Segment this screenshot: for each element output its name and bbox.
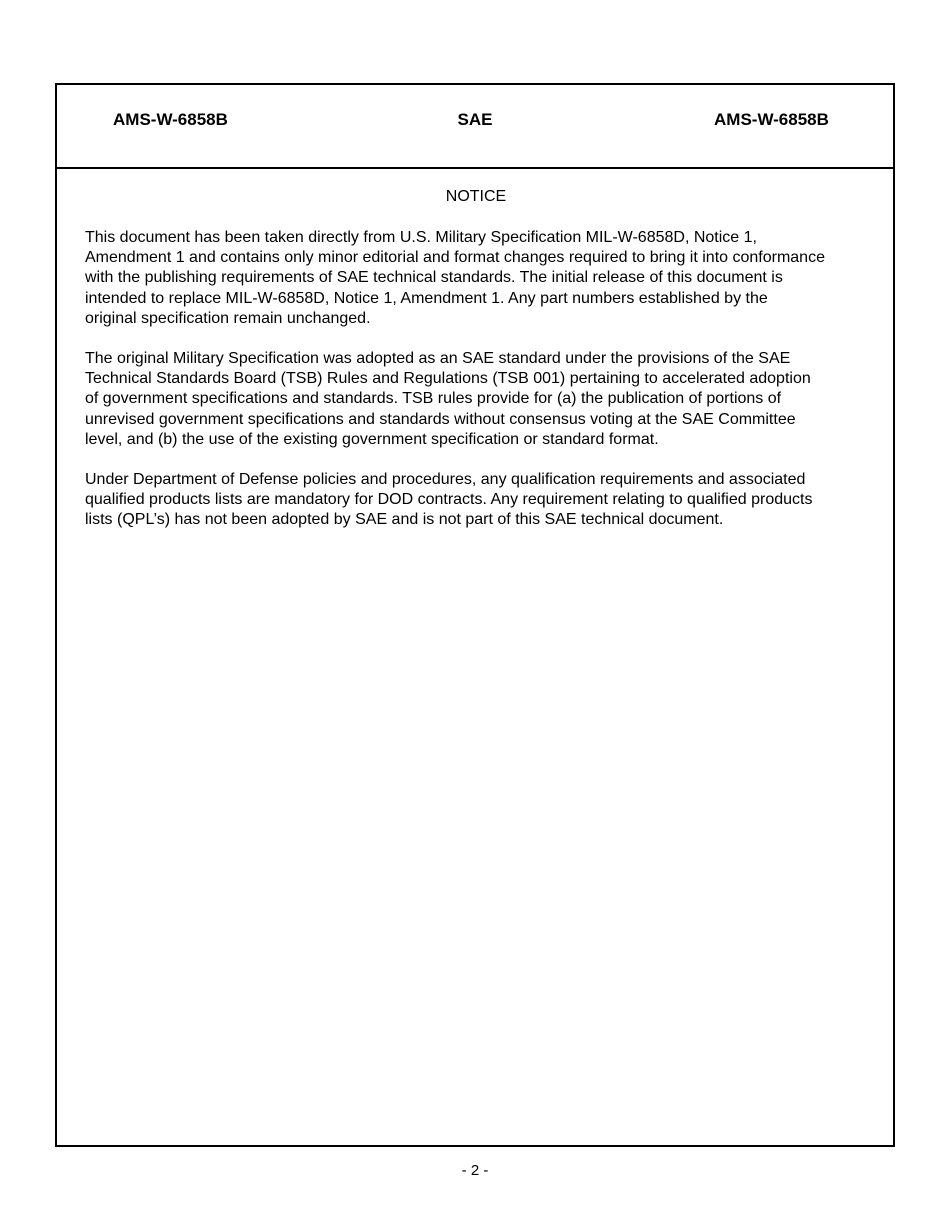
notice-title: NOTICE bbox=[445, 188, 507, 205]
page-frame bbox=[55, 83, 895, 1147]
header-document-code-left: AMS-W-6858B bbox=[113, 110, 228, 129]
header-document-code-right: AMS-W-6858B bbox=[714, 110, 829, 129]
notice-paragraph: This document has been taken directly from U.S. Military Specification MIL-W-6858D, Notice 1, Amendment 1 and contains only minor editorial and format changes required to bring it into conformance with the publishing requirements of SAE technical standards. The initial release of this document is intended to replace MIL-W-6858D, Notice 1, Amendment 1. Any part numbers established by the original specification remain unchanged. bbox=[85, 229, 825, 327]
document-header bbox=[57, 85, 893, 169]
notice-paragraph: The original Military Specification was adopted as an SAE standard under the provisions of the SAE Technical Standards Board (TSB) Rules and Regulations (TSB 001) pertaining to accelerated adoption of government specifications and standards. TSB rules provide for (a) the publication of portions of unrevised government specifications and standards without consensus voting at the SAE Committee level, and (b) the use of the existing government specification or standard format. bbox=[85, 350, 811, 448]
notice-section bbox=[85, 187, 867, 551]
header-organization: SAE bbox=[457, 110, 493, 129]
page-number: - 2 - bbox=[461, 1162, 489, 1179]
notice-paragraph: Under Department of Defense policies and procedures, any qualification requirements and associated qualified products lists are mandatory for DOD contracts. Any requirement relating to qualified products lists (QPL’s) has not been adopted by SAE and is not part of this SAE technical document. bbox=[85, 471, 813, 529]
